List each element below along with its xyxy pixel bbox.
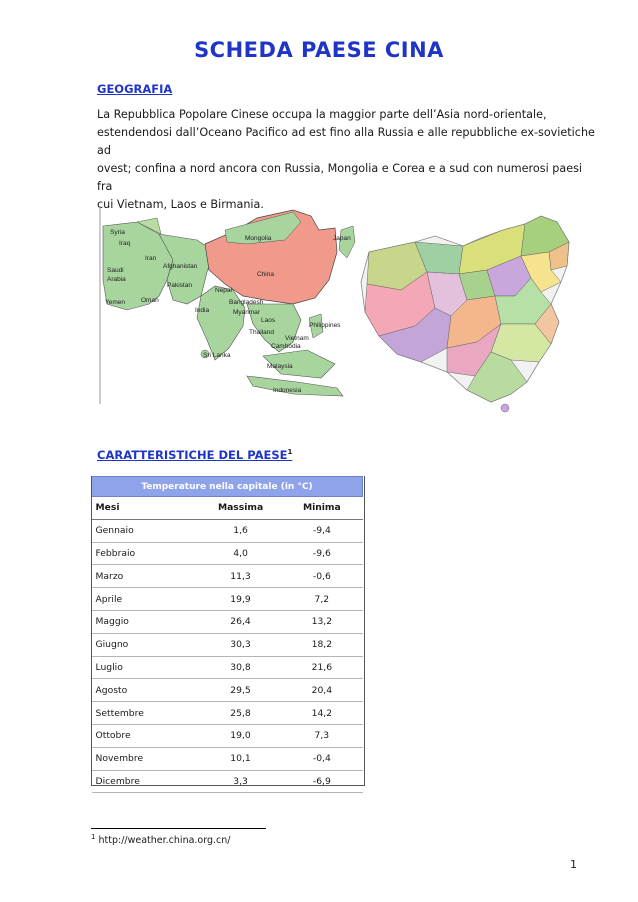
paragraph-line: La Repubblica Popolare Cinese occupa la maggior parte dell’Asia nord-orientale, xyxy=(97,108,547,121)
asia-map-label: Japan xyxy=(333,235,351,242)
asia-map-label: Oman xyxy=(141,297,159,304)
table-row xyxy=(92,633,363,656)
max-temp-cell: 25,8 xyxy=(200,702,281,725)
max-temp-cell: 30,3 xyxy=(200,633,281,656)
min-temp-cell: -9,4 xyxy=(281,519,362,542)
asia-map-label: Iran xyxy=(145,255,157,262)
paragraph-line: ovest; confina a nord ancora con Russia, Mongolia e Corea e a sud con numerosi paesi fra xyxy=(97,162,583,193)
month-cell: Maggio xyxy=(92,610,200,633)
min-temp-cell: -0,4 xyxy=(281,747,362,770)
min-temp-cell: 18,2 xyxy=(281,633,362,656)
column-header: Massima xyxy=(200,497,281,520)
min-temp-cell: -9,6 xyxy=(281,542,362,565)
max-temp-cell: 1,6 xyxy=(200,519,281,542)
month-cell: Dicembre xyxy=(92,770,200,793)
table-caption: Temperature nella capitale (in °C) xyxy=(92,477,363,497)
footnote-number: 1 xyxy=(91,833,96,841)
maps-figure xyxy=(97,200,587,410)
asia-map-label: Afghanistan xyxy=(163,263,198,270)
max-temp-cell: 30,8 xyxy=(200,656,281,679)
column-header: Mesi xyxy=(92,497,200,520)
max-temp-cell: 19,0 xyxy=(200,724,281,747)
min-temp-cell: 21,6 xyxy=(281,656,362,679)
asia-map-label: Indonesia xyxy=(273,387,302,394)
asia-map-label: Malaysia xyxy=(267,363,293,370)
asia-map-label: Myanmar xyxy=(233,309,261,316)
max-temp-cell: 10,1 xyxy=(200,747,281,770)
month-cell: Luglio xyxy=(92,656,200,679)
table-row xyxy=(92,702,363,725)
month-cell: Febbraio xyxy=(92,542,200,565)
china-provinces-map xyxy=(355,212,591,422)
month-cell: Gennaio xyxy=(92,519,200,542)
min-temp-cell: 14,2 xyxy=(281,702,362,725)
asia-map-label: Arabia xyxy=(107,276,126,283)
section-heading-geografia: GEOGRAFIA xyxy=(97,82,173,96)
asia-map-label: Iraq xyxy=(119,240,131,247)
max-temp-cell: 3,3 xyxy=(200,770,281,793)
asia-map-label: India xyxy=(195,307,210,314)
paragraph-line: cui Vietnam, Laos e Birmania. xyxy=(97,198,264,211)
asia-map-label: Saudi xyxy=(107,267,124,274)
table-row xyxy=(92,724,363,747)
page-number: 1 xyxy=(570,858,577,871)
asia-map-label: Nepal xyxy=(215,287,232,294)
asia-map-label: Pakistan xyxy=(167,282,192,289)
section-heading-caratteristiche xyxy=(97,448,292,462)
min-temp-cell: 20,4 xyxy=(281,679,362,702)
max-temp-cell: 11,3 xyxy=(200,565,281,588)
month-cell: Ottobre xyxy=(92,724,200,747)
max-temp-cell: 26,4 xyxy=(200,610,281,633)
asia-map-label: Philippines xyxy=(309,322,341,329)
footnote-separator xyxy=(91,828,266,829)
month-cell: Settembre xyxy=(92,702,200,725)
asia-map-label: Bangladesh xyxy=(229,299,264,306)
asia-map-label: Yemen xyxy=(105,299,125,306)
footnote-link[interactable]: http://weather.china.org.cn/ xyxy=(98,835,231,847)
month-cell: Aprile xyxy=(92,588,200,611)
asia-map-label: Mongolia xyxy=(245,235,272,242)
asia-map-label: Sri Lanka xyxy=(203,352,231,359)
table-row xyxy=(92,542,363,565)
table-header-row xyxy=(92,497,363,520)
month-cell: Marzo xyxy=(92,565,200,588)
paragraph-line: estendendosi dall’Oceano Pacifico ad est fino alla Russia e alle repubbliche ex-sovietiche ad xyxy=(97,126,595,157)
asia-map-label: China xyxy=(257,271,274,278)
page-title: SCHEDA PAESE CINA xyxy=(194,38,444,62)
asia-map-label: Vietnam xyxy=(285,335,309,342)
min-temp-cell: -0,6 xyxy=(281,565,362,588)
month-cell: Giugno xyxy=(92,633,200,656)
table-row xyxy=(92,519,363,542)
asia-map-label: Thailand xyxy=(249,329,274,336)
min-temp-cell: -6,9 xyxy=(281,770,362,793)
max-temp-cell: 29,5 xyxy=(200,679,281,702)
min-temp-cell: 7,3 xyxy=(281,724,362,747)
table-row xyxy=(92,679,363,702)
footnote xyxy=(91,833,230,846)
min-temp-cell: 13,2 xyxy=(281,610,362,633)
table-row xyxy=(92,565,363,588)
asia-map-label: Laos xyxy=(261,317,276,324)
footnote-ref: 1 xyxy=(287,448,293,457)
geografia-paragraph xyxy=(97,106,595,214)
month-cell: Novembre xyxy=(92,747,200,770)
month-cell: Agosto xyxy=(92,679,200,702)
asia-map-label: Syria xyxy=(110,229,125,236)
max-temp-cell: 19,9 xyxy=(200,588,281,611)
table-row xyxy=(92,747,363,770)
asia-map-label: Cambodia xyxy=(271,343,301,350)
min-temp-cell: 7,2 xyxy=(281,588,362,611)
table-row xyxy=(92,656,363,679)
column-header: Minima xyxy=(281,497,362,520)
temperature-table xyxy=(91,476,363,793)
max-temp-cell: 4,0 xyxy=(200,542,281,565)
table-row xyxy=(92,588,363,611)
table-row xyxy=(92,610,363,633)
table-row xyxy=(92,770,363,793)
section-heading-text: CARATTERISTICHE DEL PAESE xyxy=(97,448,288,462)
